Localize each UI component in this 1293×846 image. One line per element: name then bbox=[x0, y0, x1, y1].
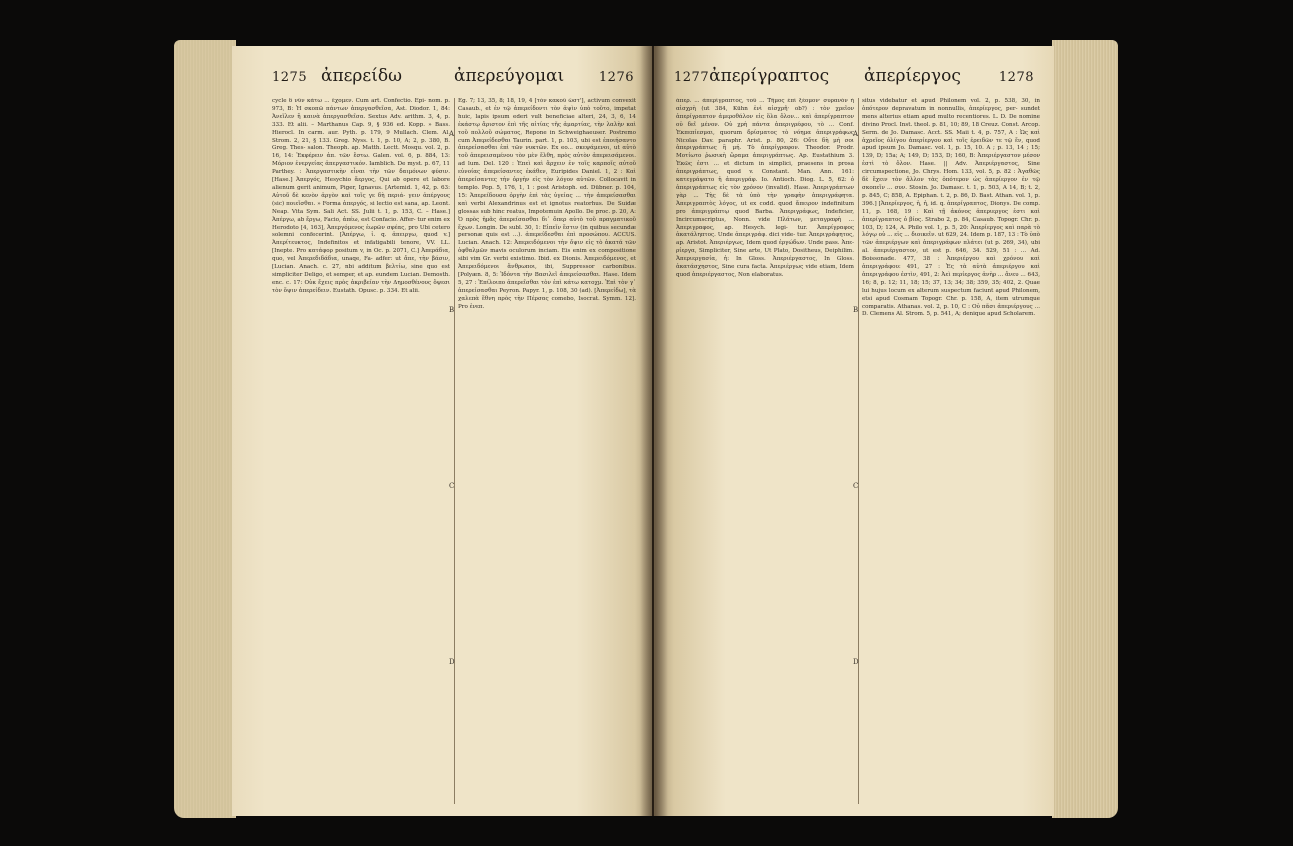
left-page bbox=[232, 46, 652, 816]
margin-letter: C bbox=[853, 482, 859, 490]
column-text: Eg. 7; 13, 35, 8; 18, 19, 4 [τὸν κακοῦ ὥστ'], activum convexit Casaub., et ἐν τῷ ἀπερείδοντι τὸν ἀψὶν ὑπὸ τοῦτο, impetat huic, lapis ipsum ederi vult beneficiae alteri, 24, 3, 6, 14 ἐκάστῳ ἄριστον ἐπὶ τῆς αἰτίας τῆς ἀμαρτίας, τὴν λαλὴν καὶ τοῦ πολλοῦ σώματος, Repone in Schweighaeuser. Postremo cum Ἀπερείδεσθαι Taurin. part. 1, p. 103, ubi est ἐποιήσαντο ἀπερείσασθαι ἐπὶ τῶν νυκτῶν. Ex eo... σκεψάμενοι, ut αὐτὸ τοῦ ἀπερεισαμένου τὸν μὲν ἔλθη, πρὸς αὐτὸν ἀπερεισάμενοι. ad lum. Del. 120 : Ἐπεὶ καὶ ἄρχειν ἐν τοῖς καρποῖς αὐτοῦ εὐνοίας ἀπερείσαντες ἐκάθεν, Euripides Daniel. 1, 2 : Καὶ ἀπερείσαντες τὴν ὀργὴν εἰς τὸν λόγον αὐτῶν. Collocavit in templo. Pop. 5, 176, 1, 1 : post Aristoph. ed. Dübner. p. 104, 15: Ἀπερείδουσα ὀργὴν ἐπὶ τὰς ὑγείας ... τὴν ἀπερείσασθαι καὶ verbi Alexandrinus est et ignotus reatorhus. De Suidæ glossas sub hinc reatus, Impotemuin Apollo. De proc. p. 20, A: Ὁ πρὸς ἡμᾶς ἀπερείσασθαι δι᾽ ὅπερ αὐτὸ τοῦ πραγματικοῦ ἔχων. Longin. De subl. 30, 1: Εἰπεῖν ἔστιν (in quibus secundæ personæ quis est ...). ἀπερείδεσθαι ἐπὶ προσώπου. ACCUS. Lucian. Anach. 12: Ἀπερειδόμενοι τὴν ὄψιν εἰς τὸ ἀκατά τῶν ὀφθαλμῶν mavis oculorum inciam. Eis enim ex compositione sibi vim Gr. verbi existimo. Ibid. ex Dionis. Ἀπερειδόμενος, et Ἀπερειδόμενοι ἄνθρωποι, ibi, Suppressor carbonibus. [Polyæn. 8, 5: Ἰδόντα τὴν Βασιλεῖ ἀπερείσασθαι. Hase. Idem 5, 27 : Ἐπίλοιπο ἀπερεῖσθαι τὸν ἐπὶ κάτω κατοχμ. Ἐπὶ τὸν γ᾽ ἀπερείσασθαι Peyron. Papyr. 1, p. 108, 30 (ad). [Ἀπερείδω], τὰ χαλεπὰ ἔθνη πρὸς τὴν Πέρσας comebo, Isocrat. Symm. 12]. Pro ἐνεπ. bbox=[458, 98, 636, 310]
margin-letter: D bbox=[449, 658, 455, 666]
running-headword: ἀπερίγραπτος bbox=[709, 66, 830, 86]
column-text: situs videbatur et apud Philonem vol. 2, p. 538, 30, in ὁπότερον depravatum in nonnullis, ἀπερίεργος, per- sundet mens alterius etiam apud multo recentiores. L. D. De nomine divino Procl. Inst. theol. p. 81, 10; 89, 18 Creuz. Const. Arcop. Serm. de Jo. Damasc. Acct. SS. Maii t. 4, p. 757, A : Ὡς καὶ ἀχρεῖος ὀλίγου ἀπερίεργου καὶ τοῖς ἐρειδῶν τε τῷ ἔν, quod apud ipsum Jo. Damasc. vol. 1, p. 15, 10. A ; p. 13, 14 ; 15; 139, D; 15a; A; 149, D; 153, D; 160, B: Ἀπεριέργαστον μέσον ἐστὶ τὸ ὅλον. Hase. || Adv. Ἀπεριέργαστος, Sine circumspectione, Jo. Chrys. Hom. 133, vol. 5, p. 82 : Ἀγαθῶς δὲ ἔχειν τὸν ἄλλον τὰς ὁπότερον ὡς ἀπερίεργον ἐν τῷ σκοπεῖν ... συν. Stosin. Jo. Damasc. t. 1, p. 503, A 14, B; t. 2, p. 845, C; 858, A. Epiphan. t. 2, p. 86, D. Bast. Athan. vol. 1, p. 396.] [Ἀπερίεργος, ἡ, ἡ, id. q. ἀπερίγραπτος, Dionys. De comp. 11, p. 168, 19 : Καὶ τῇ ἀκόνος ἀπεριεργος ἐστι καὶ ἀπερίγραπτος ὁ βίος. Strabo 2, p. 84, Casaub. Topogr. Chr. p. 103, D; 124, A. Philo vol. 1, p. 5, 20: Ἀπερίεργος καὶ παρὰ τὸ λόγῳ οὐ ... εἰς ... διοικεῖν. ut 629, 24. Idem p. 187, 13 : Τὸ ὑπὸ τῶν ἀπεριέργων καὶ ἀπεριγράφων πλάτει (ut p. 269, 34), ubi al. ἀπεριέργαστον, ut est p. 646, 34. 529, 51 : ... Ad. Boissonade. 477, 38 : Ἀπεριέργου καὶ χρόνου καὶ ἀπεριγράφου: 491, 27 : Ἐς τὰ αὐτὰ ἀπεριέργου καὶ ἀπεριγράφου ἐστὶν, 491, 2: Ἀεὶ περίεργος ἀνὴρ ... ἄνευ ... 643, 16; 8, p. 12; 11, 18; 15; 37, 13; 34; 38; 359, 35; 402, 2. Quae lui hujus locum ex alterum suspectum faciunt apud Philonem, etsi apud Cosmam Topogr. Chr. p. 158, A, item utrumque comparatis. Athanas. vol. 2, p. 10, C : Οὐ πᾶσι ἀπεριέργους ... D. Clemens Al. Strom. 5, p. 541, A; denique apud Scholarem. bbox=[862, 98, 1040, 318]
margin-letter: D bbox=[853, 658, 859, 666]
text-column-right bbox=[862, 98, 1040, 806]
running-headword: ἀπερίεργος bbox=[864, 66, 961, 86]
margin-letter: A bbox=[449, 130, 455, 138]
page-number: 1277 bbox=[674, 70, 710, 85]
column-text: ἀπερ. ... ἀπερίγραπτος, τοῦ ... Τῆμος ἐπὶ ξέομον· συρανὸν ἡ αἰσχρὴ (ut 384, Kühn ἐνὶ αἰσχρῆ· ob?) : τὸν χρεῖον ἀπερίγραπτον ἀμεροθάλον εἰς ὅλα ὅλον... καὶ ἀπερίγραπτον οὐ δεῖ μένον. Οὐ χρὴ πάντα ἀπεριγρέφου, τὸ ... Conf. Ἐκπεπίεσμαι, quorum δρίσματος τὸ νόημα ἀπεριγράφως Νicolas Dav. paraphr. Arist. p. 80, 26: Οὔτε δὴ μή σοι ἀπεριγράπτως ἢ μή. Τὸ ἀπερίγραφον. Theodor. Prodr. Μοτίωτο ῥωσικὴ ὥραμα ἀπεριγράπτως. Ap. Eustathium 3. Ἐκῶς ἐστι ... et dictum in simplici, praesens in prosa ἀπεριγράπτως, quod v. Constant. Man. Ann. 161: κατεγράψατο ἡ ἀπεριγράφ. Io. Antioch. Diog. L. 5, 62: ὁ ἀπεριγράπτως εἰς τὸν χρόνον (invalid). Hase. Ἀπεριγράπτων γὰρ ... Τὴς δὲ τὰ ὑπὸ τὴν γραφὴν ἀπεριγράφητα. Ἀπεριγραπτὸς λόγος, ut ex codd. quod ἄπειρον indefinitum pro ἀπεριγράπτῳ quod Barba. Ἀπεριγράφως, Indeficier, Incircumscriptus, Νonn. vide Πλάτων, μεταγραφὴ ... Ἀπεριγραφος, ap. Hesych. legi- tur. Ἀπερίγραφος ἀκατάληπτος. Unde ἀπεριγράφ. dici vide- tur. Ἀπεριγράφητος, ap. Aristot. Ἀπεριέργως, Idem quod ἐργώδων. Unde pass. Ἀπε- ρίεργα, Simpliciter, Sine arte, Ut Plato, Dositheus, Deiphilim. Ἀπεριεργασία, ἡ: In Gloss. Ἀπεριέργαστος, In Gloss. ἀκατάσχηστος, Sine cura facta. Ἀπεριέργως vide etiam, Idem quod ἀπεριέργαστος, Non elaboratus. bbox=[676, 98, 854, 278]
text-column-left bbox=[676, 98, 854, 806]
page-number: 1275 bbox=[272, 70, 308, 85]
column-divider bbox=[454, 98, 455, 804]
running-headword: ἀπερεύγομαι bbox=[454, 66, 565, 86]
running-headword: ἀπερείδω bbox=[320, 66, 402, 86]
column-text: cycle δ νῦν κάτω ... ἔχομεν. Cum art. Confectio. Epi- nom. p. 973, B: Ἡ σκοπῶ πάντων ἀπεργασθεῖσα, Ast. Diodor. 1, 84: Ἀνεῖλεν ἢ καινὰ ἀπεργασθεῖσα. Sextus Adv. arithm. 3, 4, p. 333. Et alii. – Marthanus Cap. 9, § 936 ed. Kopp. » Bass. Hierocl. In carm. aur. Pyth. p. 179, 9 Mullach. Clem. Al. Strom. 2, 21, § 133. Greg. Nyss. t. 1, p. 10, A; 2, p. 380, B. Greg. Thes- salon. Theoph. ap. Matth. Lectt. Mosqu. vol. 2, p. 16, 14: Ἐκφέρειν ἀπ. τῶν ἔστω. Galen. vol. 6, p. 884, 13: Μόριον ἐνεργείας ἀπεργαστικόν. Iamblich. De myst. p. 67, 11 Parthey. : Ἀπεργαστικὴν εἶναι τὴν τῶν δαιμόνων φύσιν. [Hase.] Ἀπεργός, Hesychio ἄεργος, Qui ab opere et labore alienum gerit animum, Piger, Ignavus. [Artemid. 1, 42, p. 63: Αὐτοῦ δὲ κενὸν ἀργὸν καὶ τοῖς γε δὴ περιά- γειν ἀπέργους (sic) ποιεῖσθαι. » Forma ἀπεργός, si lectio est sana, ap. Leont. Neap. Vita Sym. Sali Act. SS. Julii t. 1, p. 153, C. – Hase.] Ἀπέργω, ab ἔργω, Facio, ἀπέω, est Confacio. Affer- tur enim ex Herodoto [4, 163], Ἀπεργόμενος ἑωρῶν σφέας, pro Ubi cetero solemni confecerint. [Ἀπέργω, ἰ. q. ἀπειργω, quod v.] Ἀπερίτευκτος, Indefinitos et infatigabili tenore, VV. LL. [Inepte. Pro κατάφορ positum v, in Oc. p. 2071, C.] Ἀπεράδια, quo, vel Ἀπερεδιδάδια, unaqe, Fa- adfer: ut ἄπε, τὴν βάσιν, [Lucian. Anach. c. 27, nbi additum βελτίω, sine quo est simpliciter Deligo, et semper, et ap. eundem Lucian. Demosth. enc. c. 17: Οὐκ ἔχεις πρὸς ἀκριβείαν τὴν Δημοσθένους ὄψεσι τὸν ὄψιν ἀπερείδειν. Eustath. Opusc. p. 334. Et alii. bbox=[272, 98, 450, 294]
right-page-edges bbox=[1052, 40, 1118, 818]
text-column-right bbox=[458, 98, 636, 806]
left-page-header-2 bbox=[454, 66, 634, 88]
book-gutter bbox=[640, 46, 668, 816]
margin-letter: C bbox=[449, 482, 455, 490]
margin-letter: A bbox=[853, 130, 859, 138]
page-number: 1276 bbox=[598, 70, 634, 85]
text-column-left bbox=[272, 98, 450, 806]
margin-letter: B bbox=[853, 306, 859, 314]
margin-letter: B bbox=[449, 306, 455, 314]
left-page-edges bbox=[174, 40, 236, 818]
page-number: 1278 bbox=[998, 70, 1034, 85]
right-page-header-1 bbox=[674, 66, 830, 88]
right-page bbox=[654, 46, 1054, 816]
column-divider bbox=[858, 98, 859, 804]
left-page-header-1 bbox=[272, 66, 402, 88]
right-page-header-2 bbox=[864, 66, 1034, 88]
